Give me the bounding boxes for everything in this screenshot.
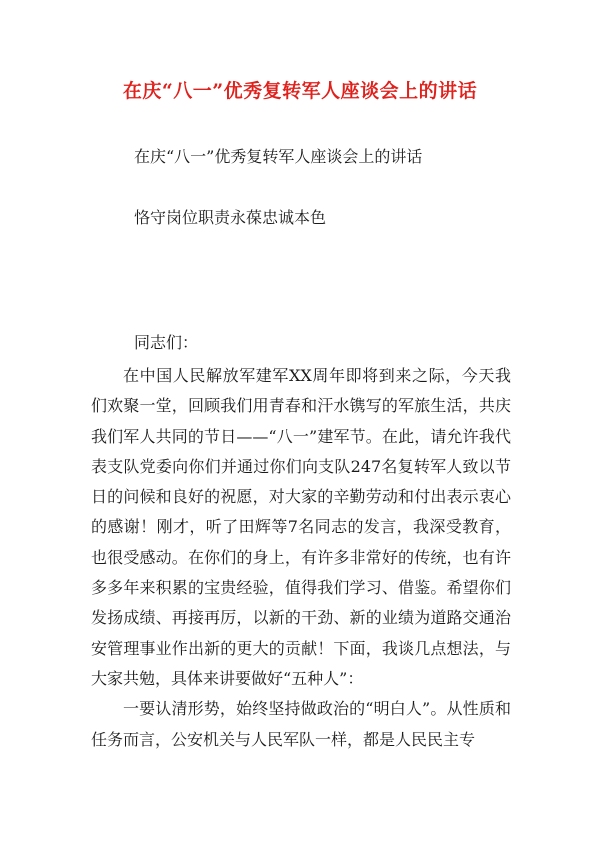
paragraph-point-one: 一要认清形势，始终坚持做政治的“明白人”。从性质和任务而言，公安机关与人民军队一样，都是人民民主专: [91, 699, 511, 749]
document-subtitle: 在庆“八一”优秀复转军人座谈会上的讲话: [134, 147, 423, 166]
salutation: 同志们：: [134, 333, 199, 352]
body-text: [91, 361, 511, 755]
paragraph-intro: 在中国人民解放军建军XX周年即将到来之际，今天我们欢聚一堂，回顾我们用青春和汗水镌写的军旅生活，共庆我们军人共同的节日——“八一”建军节。在此，请允许我代表支队党委向你们并通过你们向支队247名复转军人致以节日的问候和良好的祝愿，对大家的辛勤劳动和付出表示衷心的感谢！刚才，听了田辉等7名同志的发言，我深受教育，也很受感动。在你们的身上，有许多非常好的传统，也有许多多年来积累的宝贵经验，值得我们学习、借鉴。希望你们发扬成绩、再接再厉，以新的干劲、新的业绩为道路交通治安管理事业作出新的更大的贡献！下面，我谈几点想法，与大家共勉，具体来讲要做好“五种人”：: [91, 366, 511, 688]
document-motto: 恪守岗位职责永葆忠诚本色: [134, 208, 327, 227]
document-title: 在庆“八一”优秀复转军人座谈会上的讲话: [122, 80, 478, 102]
